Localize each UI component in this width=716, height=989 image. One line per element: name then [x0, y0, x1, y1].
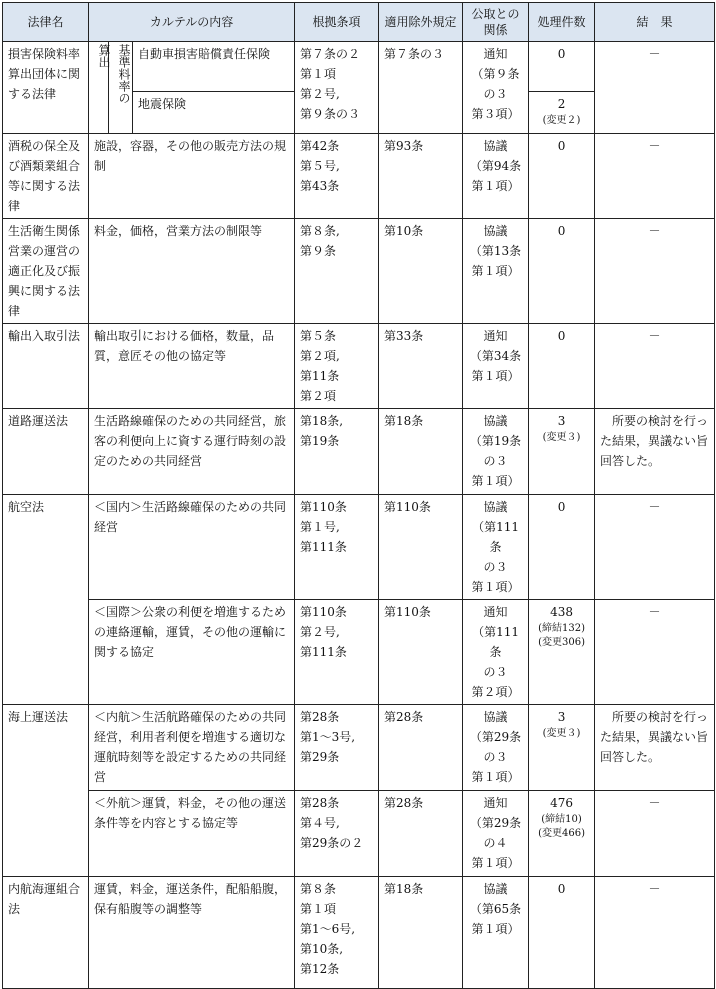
count-value: 0: [557, 329, 566, 343]
count-value: 0: [557, 139, 566, 153]
cartel-content: 自動車損害賠償責任保険: [133, 42, 295, 92]
processed-count: [529, 219, 595, 324]
basis-clause: 第８条, 第９条: [295, 219, 379, 324]
ftc-relation: 協議 （第19条 の３ 第１項）: [463, 409, 529, 495]
cartel-exemption-table: [2, 2, 715, 989]
ftc-relation: 協議 （第94条 第１項）: [463, 134, 529, 219]
header-result: 結 果: [595, 3, 715, 42]
count-value: 2: [557, 97, 566, 111]
processed-count: [529, 42, 595, 92]
exemption-clause: 第10条: [379, 219, 463, 324]
basis-clause: 第８条 第１項 第1～6号, 第10条, 第12条: [295, 877, 379, 989]
cartel-content: ＜国際＞公衆の利便を増進するための連絡運輸，運賃，その他の運輸に関する協定: [89, 600, 295, 705]
cartel-content: 地震保険: [133, 92, 295, 134]
result: 所要の検討を行った結果，異議ない旨回答した。: [595, 705, 715, 791]
processed-count: [529, 791, 595, 877]
ftc-relation: 通知 （第111条 の３ 第２項）: [463, 600, 529, 705]
count-value: 0: [557, 500, 566, 514]
exemption-clause: 第28条: [379, 791, 463, 877]
table-row: [3, 600, 715, 705]
cartel-content: ＜外航＞運賃，料金，その他の運送条件等を内容とする協定等: [89, 791, 295, 877]
count-value: 438: [550, 605, 573, 619]
header-row: [3, 3, 715, 42]
result: －: [595, 600, 715, 705]
basis-clause: 第18条, 第19条: [295, 409, 379, 495]
cartel-content: 生活路線確保のための共同経営，旅客の利便向上に資する運行時刻の設定のための共同経営: [89, 409, 295, 495]
table-row: [3, 324, 715, 409]
count-breakdown: (変更３): [542, 728, 581, 739]
exemption-clause: 第110条: [379, 495, 463, 600]
exemption-clause: 第28条: [379, 705, 463, 791]
processed-count: [529, 324, 595, 409]
law-name: 輸出入取引法: [3, 324, 89, 409]
law-name: 航空法: [3, 495, 89, 705]
basis-clause: 第28条 第1～3号, 第29条: [295, 705, 379, 791]
result: －: [595, 219, 715, 324]
count-breakdown: (締結132) (変更306): [538, 623, 585, 648]
side-text-a: 算出: [97, 44, 111, 68]
count-breakdown: (変更２): [542, 115, 581, 126]
result: －: [595, 791, 715, 877]
cartel-content: 施設，容器，その他の販売方法の規制: [89, 134, 295, 219]
table-row: [3, 134, 715, 219]
result: －: [595, 877, 715, 989]
cartel-content: 料金，価格，営業方法の制限等: [89, 219, 295, 324]
table-row: [3, 495, 715, 600]
header-content: カルテルの内容: [89, 3, 295, 42]
cartel-content: 運賃，料金，運送条件，配船船腹，保有船腹等の調整等: [89, 877, 295, 989]
table-row: [3, 219, 715, 324]
header-exemption: 適用除外規定: [379, 3, 463, 42]
count-value: 0: [557, 224, 566, 238]
count-breakdown: (締結10) (変更466): [538, 814, 585, 839]
exemption-clause: 第33条: [379, 324, 463, 409]
basis-clause: 第28条 第４号, 第29条の２: [295, 791, 379, 877]
count-value: 3: [557, 414, 566, 428]
basis-clause: 第110条 第１号, 第111条: [295, 495, 379, 600]
ftc-relation: 通知 （第９条 の３ 第３項）: [463, 42, 529, 134]
ftc-relation: 協議 （第65条 第１項）: [463, 877, 529, 989]
side-text-b: 基準料率の: [117, 44, 131, 104]
result: －: [595, 134, 715, 219]
result: 所要の検討を行った結果，異議ない旨回答した。: [595, 409, 715, 495]
table-row: [3, 877, 715, 989]
law-name: 道路運送法: [3, 409, 89, 495]
basis-clause: 第42条 第５号, 第43条: [295, 134, 379, 219]
law-name: 内航海運組合法: [3, 877, 89, 989]
cartel-content: 輸出取引における価格，数量，品質，意匠その他の協定等: [89, 324, 295, 409]
law-name: 損害保険料率算出団体に関する法律: [3, 42, 89, 134]
law-name: 生活衛生関係営業の運営の適正化及び振興に関する法律: [3, 219, 89, 324]
table-row: [3, 409, 715, 495]
table-row: [3, 791, 715, 877]
law-name: 海上運送法: [3, 705, 89, 877]
header-count: 処理件数: [529, 3, 595, 42]
table-row: [3, 42, 715, 92]
cartel-content: ＜国内＞生活路線確保のための共同経営: [89, 495, 295, 600]
exemption-clause: 第93条: [379, 134, 463, 219]
exemption-clause: 第７条の３: [379, 42, 463, 134]
processed-count: [529, 877, 595, 989]
processed-count: [529, 600, 595, 705]
processed-count: [529, 409, 595, 495]
ftc-relation: 協議 （第111条 の３ 第１項）: [463, 495, 529, 600]
count-value: 0: [557, 47, 566, 61]
processed-count: [529, 495, 595, 600]
result: －: [595, 42, 715, 134]
exemption-clause: 第18条: [379, 877, 463, 989]
result: －: [595, 324, 715, 409]
exemption-clause: 第18条: [379, 409, 463, 495]
header-law: 法律名: [3, 3, 89, 42]
ftc-relation: 通知 （第34条 第１項）: [463, 324, 529, 409]
table-row: [3, 705, 715, 791]
ftc-relation: 協議 （第29条 の３ 第１項）: [463, 705, 529, 791]
processed-count: [529, 134, 595, 219]
ftc-relation: 協議 （第13条 第１項）: [463, 219, 529, 324]
processed-count: [529, 705, 595, 791]
exemption-clause: 第110条: [379, 600, 463, 705]
basis-clause: 第７条の２ 第１項 第２号, 第９条の３: [295, 42, 379, 134]
count-breakdown: (変更３): [542, 432, 581, 443]
law-name: 酒税の保全及び酒類業組合等に関する法律: [3, 134, 89, 219]
basis-clause: 第110条 第２号, 第111条: [295, 600, 379, 705]
side-label-a: [89, 42, 109, 134]
basis-clause: 第５条 第２項, 第11条 第２項: [295, 324, 379, 409]
header-basis: 根拠条項: [295, 3, 379, 42]
ftc-relation: 通知 （第29条 の４ 第１項）: [463, 791, 529, 877]
count-value: 3: [557, 710, 566, 724]
header-relation: 公取との関係: [463, 3, 529, 42]
result: －: [595, 495, 715, 600]
count-value: 476: [550, 796, 573, 810]
count-value: 0: [557, 882, 566, 896]
cartel-content: ＜内航＞生活航路確保のための共同経営，利用者利便を増進する適切な運航時刻等を設定するための共同経営: [89, 705, 295, 791]
processed-count: [529, 92, 595, 134]
